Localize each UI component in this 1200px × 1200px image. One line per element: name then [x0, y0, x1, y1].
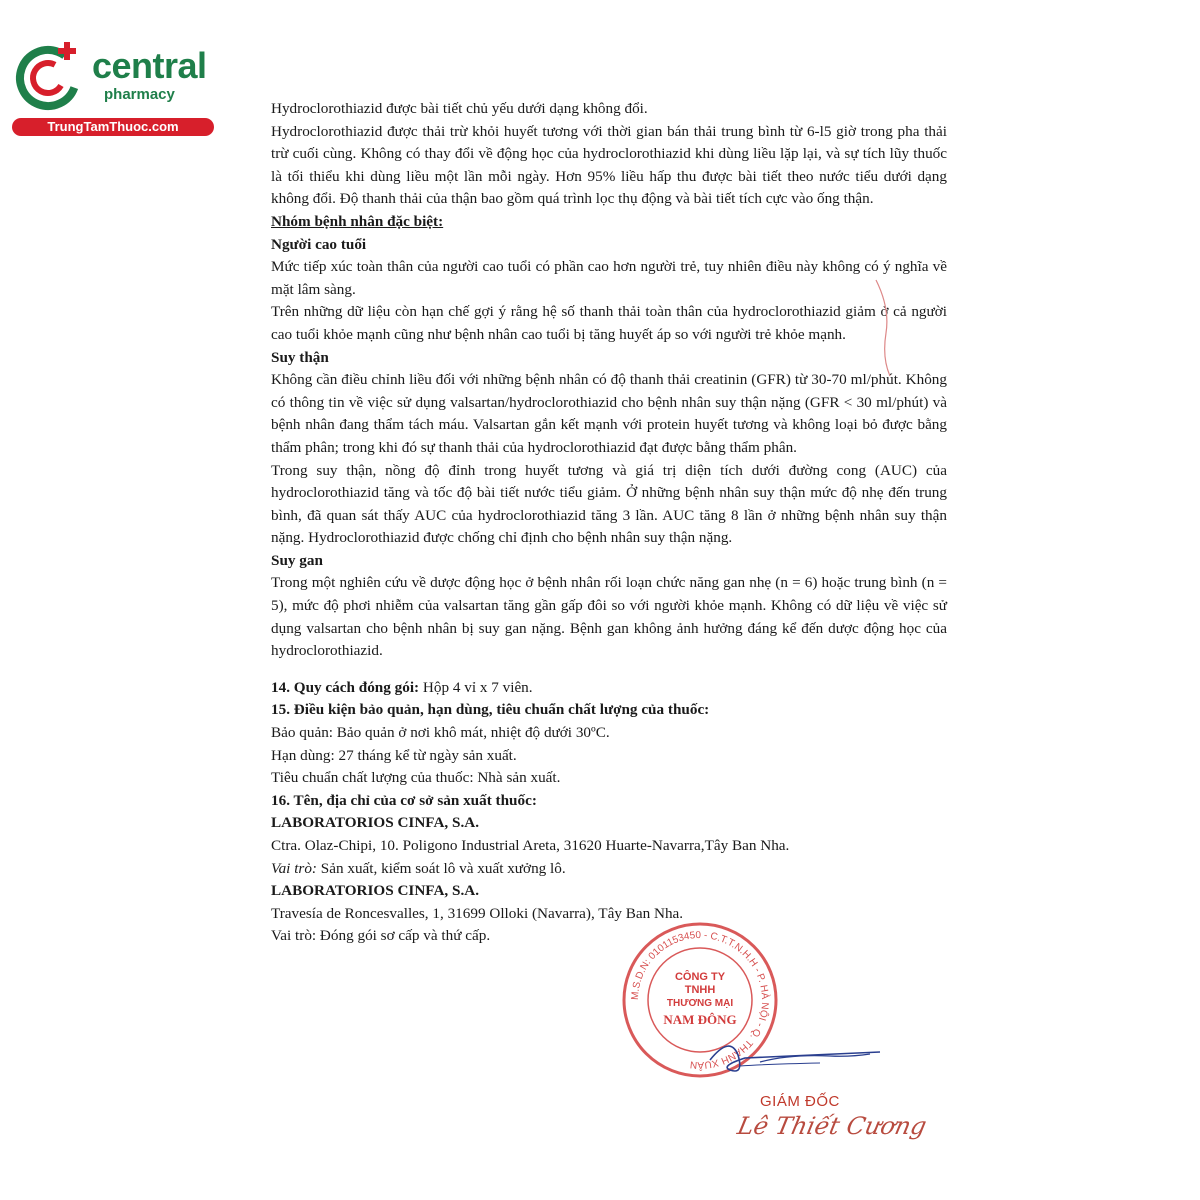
- manufacturer-2-role: Vai trò: Đóng gói sơ cấp và thứ cấp.: [271, 927, 491, 945]
- signatory-title: GIÁM ĐỐC: [760, 1093, 840, 1110]
- margin-mark-icon: [872, 278, 894, 378]
- paragraph: Không cần điều chỉnh liều đối với những bệnh nhân có độ thanh thải creatinin (GFR) từ 30-70 ml/phút. Không có thông tin về việc sử dụng valsartan/hydroclorothiazid cho bệnh nhân suy thận nặng (GFR < 30 ml/phút) và bệnh nhân đang thẩm tách máu. Valsartan gắn kết mạnh với protein huyết tương và không loại bỏ được bằng thẩm phân; trong khi đó sự thanh thải của hydroclorothiazid đạt được bằng thẩm phân.: [271, 371, 947, 456]
- seal-line-2: TNHH: [684, 984, 716, 996]
- paragraph: Trong một nghiên cứu về dược động học ở bệnh nhân rối loạn chức năng gan nhẹ (n = 6) hoặc trung bình (n = 5), mức độ phơi nhiễm của valsartan tăng gần gấp đôi so với người khỏe mạnh. Không có dữ liệu về việc sử dụng valsartan cho bệnh nhân bị suy gan nặng. Bệnh gan không ảnh hưởng đáng kể đến dược động học của hydroclorothiazid.: [271, 574, 947, 660]
- seal-line-4: NAM ĐÔNG: [663, 1012, 737, 1027]
- paragraph: Mức tiếp xúc toàn thân của người cao tuổi có phần cao hơn người trẻ, tuy nhiên điều này không có ý nghĩa về mặt lâm sàng.: [271, 258, 947, 298]
- signatory-name: Lê Thiết Cương: [735, 1112, 930, 1140]
- section-14-label: 14. Quy cách đóng gói:: [271, 678, 420, 696]
- subheading-elderly: Người cao tuổi: [271, 235, 367, 253]
- manufacturer-2-address: Travesía de Roncesvalles, 1, 31699 Olloki (Navarra), Tây Ban Nha.: [271, 904, 684, 922]
- paragraph: Trên những dữ liệu còn hạn chế gợi ý rằng hệ số thanh thải toàn thân của hydroclorothiazid giảm ở cả người cao tuổi khỏe mạnh cũng như bệnh nhân cao tuổi bị tăng huyết áp so với người trẻ khỏe mạnh.: [271, 303, 947, 343]
- section-14: [271, 677, 947, 700]
- manufacturer-1-name: LABORATORIOS CINFA, S.A.: [271, 814, 480, 832]
- logo-banner: TrungTamThuoc.com: [12, 118, 214, 136]
- section-heading-special-groups: Nhóm bệnh nhân đặc biệt:: [271, 212, 444, 230]
- seal-line-1: CÔNG TY: [674, 971, 726, 983]
- logo-name: central: [92, 45, 207, 86]
- section-14-value: Hộp 4 vỉ x 7 viên.: [419, 678, 533, 696]
- section-15-heading: 15. Điều kiện bảo quản, hạn dùng, tiêu chuẩn chất lượng của thuốc:: [271, 701, 710, 719]
- role-text: Sản xuất, kiểm soát lô và xuất xưởng lô.: [316, 859, 566, 877]
- manufacturer-2-name: LABORATORIOS CINFA, S.A.: [271, 882, 480, 900]
- central-pharmacy-logo-icon: [12, 38, 88, 114]
- logo: [8, 34, 218, 134]
- seal-line-3: THƯƠNG MẠI: [666, 998, 734, 1009]
- paragraph: Trong suy thận, nồng độ đỉnh trong huyết tương và giá trị diện tích dưới đường cong (AUC) của hydroclorothiazid tăng và tốc độ bài tiết nước tiểu giảm. Ở những bệnh nhân suy thận mức độ nhẹ đến trung bình, đã quan sát thấy AUC của hydroclorothiazid tăng 3 lần. AUC tăng 8 lần ở những bệnh nhân suy thận nặng. Hydroclorothiazid được chống chỉ định cho bệnh nhân suy thận nặng.: [271, 461, 947, 547]
- manufacturer-1-role: [271, 858, 947, 881]
- standard-line: Tiêu chuẩn chất lượng của thuốc: Nhà sản xuất.: [271, 769, 561, 787]
- paragraph: Hydroclorothiazid được bài tiết chủ yếu dưới dạng không đổi.: [271, 100, 648, 117]
- logo-subtitle: pharmacy: [104, 86, 175, 103]
- role-label: Vai trò:: [271, 859, 317, 877]
- seal-ring-text: M.S.D.N: 0101153450 - C.T.T.N.H.H - P. HÀ NỘI - Q. THANH XUÂN: [629, 929, 771, 1071]
- subheading-hepatic: Suy gan: [271, 551, 323, 569]
- storage-line: Bảo quản: Bảo quản ở nơi khô mát, nhiệt độ dưới 30ºC.: [271, 724, 610, 742]
- manufacturer-1-address: Ctra. Olaz-Chipi, 10. Poligono Industrial Areta, 31620 Huarte-Navarra,Tây Ban Nha.: [271, 837, 790, 854]
- section-16-heading: 16. Tên, địa chỉ của cơ sở sản xuất thuốc:: [271, 791, 537, 809]
- handwritten-signature: [700, 1030, 890, 1080]
- document-body: [271, 98, 947, 948]
- expiry-line: Hạn dùng: 27 tháng kể từ ngày sản xuất.: [271, 746, 517, 764]
- subheading-renal: Suy thận: [271, 348, 329, 366]
- paragraph: Hydroclorothiazid được thải trừ khỏi huyết tương với thời gian bán thải trung bình từ 6-l5 giờ trong pha thải trừ cuối cùng. Không có thay đổi về động học của hydroclorothiazid khi dùng liều lặp lại, và sự tích lũy thuốc là tối thiểu khi dùng liều một lần mỗi ngày. Hơn 95% liều hấp thu được bài tiết theo nước tiểu dưới dạng không đổi. Độ thanh thải của thận bao gồm quá trình lọc thụ động và bài tiết tích cực vào ống thận.: [271, 122, 947, 208]
